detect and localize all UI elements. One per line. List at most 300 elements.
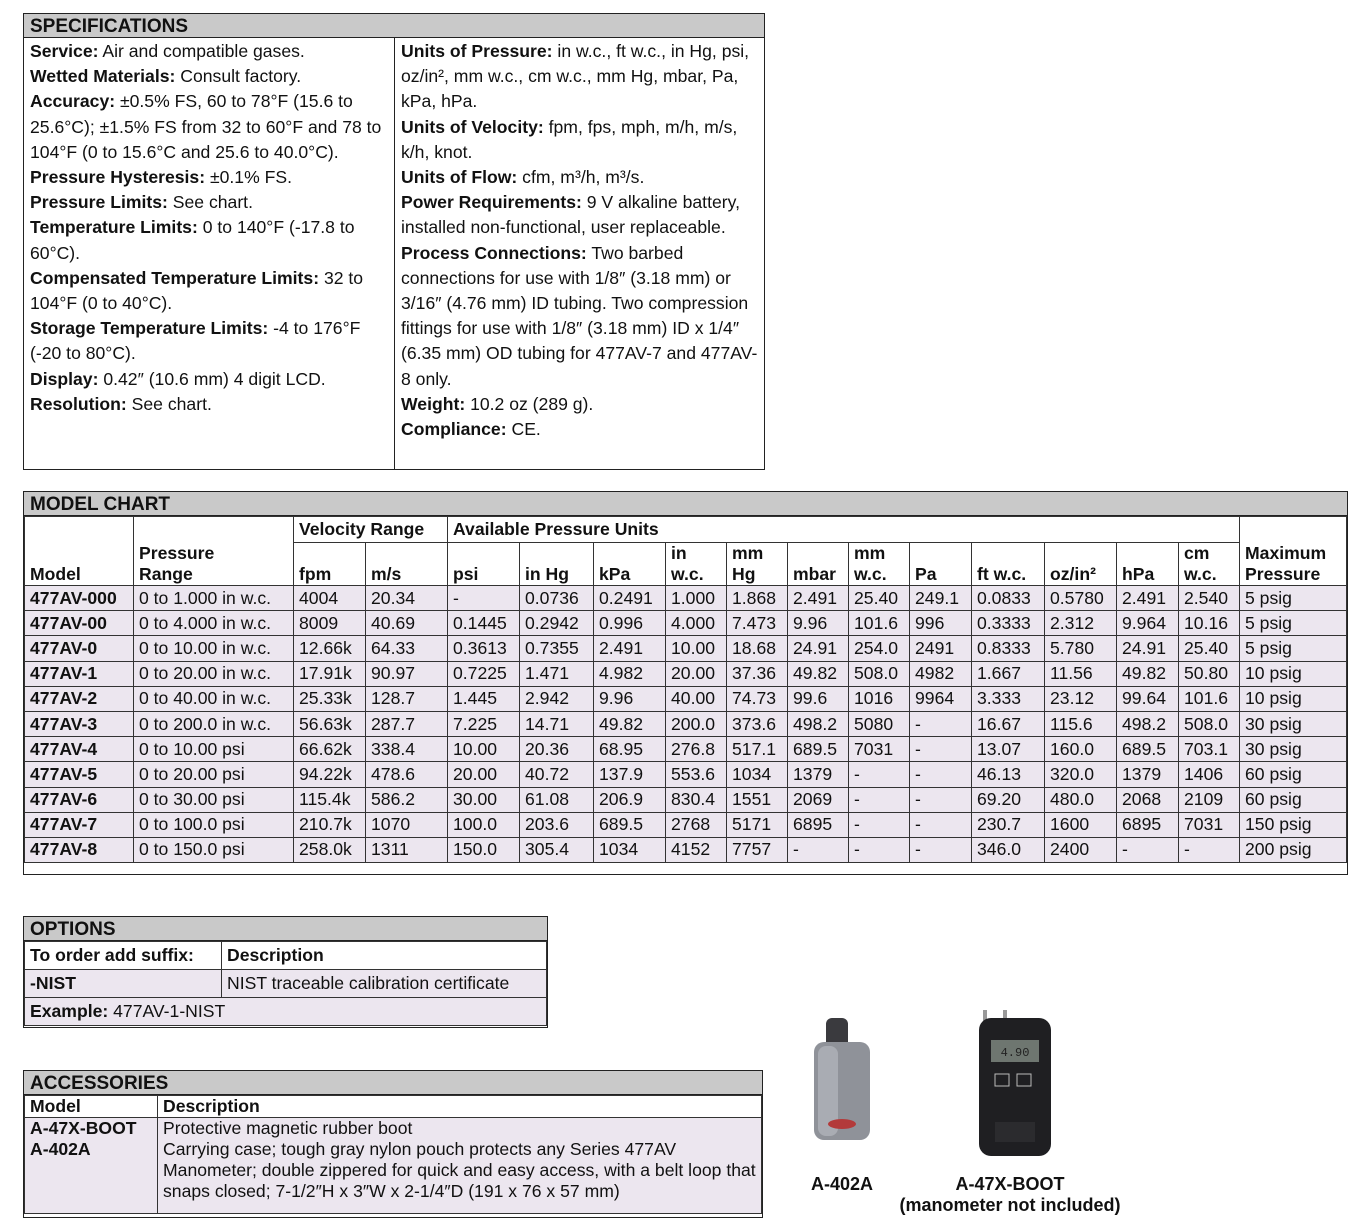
- accessories-panel: [23, 1070, 763, 1218]
- spec-label: Compensated Temperature Limits:: [30, 267, 320, 288]
- spec-label: Storage Temperature Limits:: [30, 318, 269, 339]
- table-cell: 210.7k: [294, 812, 366, 837]
- table-cell: 5 psig: [1240, 611, 1347, 636]
- table-cell: 2109: [1179, 787, 1240, 812]
- table-cell: 0.1445: [448, 611, 520, 636]
- table-cell: 0 to 20.00 psi: [134, 762, 294, 787]
- unit-header: kPa: [594, 543, 666, 586]
- table-cell: 2068: [1117, 787, 1179, 812]
- table-cell: 10.00: [448, 737, 520, 762]
- unit-header-line: Hg: [732, 564, 756, 584]
- table-cell: 69.20: [972, 787, 1045, 812]
- boot-caption-title: A-47X-BOOT: [955, 1174, 1065, 1194]
- model-cell: 477AV-1: [25, 661, 134, 686]
- accessories-description-header: Description: [158, 1096, 762, 1118]
- unit-header: [666, 543, 727, 586]
- table-cell: 100.0: [448, 812, 520, 837]
- spec-value: in w.c., ft w.c., in Hg, psi, oz/in², mm w.c., cm w.c., mm Hg, mbar, Pa, kPa, hPa.: [401, 41, 750, 112]
- table-cell: 66.62k: [294, 737, 366, 762]
- table-cell: 1.445: [448, 686, 520, 711]
- table-cell: 276.8: [666, 737, 727, 762]
- table-cell: -: [788, 837, 849, 862]
- spec-label: Accuracy:: [30, 91, 116, 112]
- specifications-left-column: [24, 38, 395, 469]
- table-cell: 20.00: [666, 661, 727, 686]
- table-cell: 150 psig: [1240, 812, 1347, 837]
- table-cell: 101.6: [1179, 686, 1240, 711]
- table-cell: 2.491: [594, 636, 666, 661]
- specifications-right-column: [395, 38, 764, 469]
- spec-value: 9 V alkaline battery, installed non-functional, user replaceable.: [401, 192, 740, 238]
- table-cell: 49.82: [594, 711, 666, 736]
- table-cell: 1551: [727, 787, 788, 812]
- model-cell: 477AV-3: [25, 711, 134, 736]
- table-cell: -: [849, 787, 910, 812]
- example-label: Example:: [30, 1001, 109, 1021]
- option-description: NIST traceable calibration certificate: [222, 970, 547, 998]
- table-row: [25, 837, 1347, 862]
- table-cell: 0.2942: [520, 611, 594, 636]
- spec-label: Wetted Materials:: [30, 66, 176, 87]
- left-spec-item: [30, 316, 388, 366]
- table-cell: 9.964: [1117, 611, 1179, 636]
- table-cell: 0.8333: [972, 636, 1045, 661]
- table-cell: 2.942: [520, 686, 594, 711]
- table-cell: 1.667: [972, 661, 1045, 686]
- table-cell: 160.0: [1045, 737, 1117, 762]
- table-cell: 74.73: [727, 686, 788, 711]
- table-cell: 0.7225: [448, 661, 520, 686]
- spec-label: Weight:: [401, 393, 466, 414]
- table-cell: 24.91: [788, 636, 849, 661]
- table-cell: 17.91k: [294, 661, 366, 686]
- left-spec-item: [30, 190, 388, 215]
- table-cell: 1.868: [727, 586, 788, 611]
- table-row: [25, 812, 1347, 837]
- case-logo: [828, 1119, 856, 1129]
- table-row: [25, 762, 1347, 787]
- table-cell: 0 to 100.0 psi: [134, 812, 294, 837]
- table-cell: 478.6: [366, 762, 448, 787]
- table-cell: 338.4: [366, 737, 448, 762]
- table-cell: 0 to 150.0 psi: [134, 837, 294, 862]
- table-cell: 10.16: [1179, 611, 1240, 636]
- table-cell: 5080: [849, 711, 910, 736]
- table-cell: 2400: [1045, 837, 1117, 862]
- table-cell: 1070: [366, 812, 448, 837]
- table-cell: -: [1179, 837, 1240, 862]
- table-cell: 346.0: [972, 837, 1045, 862]
- table-cell: -: [910, 737, 972, 762]
- accessories-table: [24, 1095, 762, 1214]
- accessory-desc-case: Carrying case; tough gray nylon pouch protects any Series 477AV Manometer; double zippered for quick and easy access, with a belt loop that snaps closed; 7-1/2″H x 3″W x 2-1/4″D (191 x 76 x 57 mm): [163, 1139, 756, 1201]
- table-cell: 25.33k: [294, 686, 366, 711]
- spec-value: 32 to 104°F (0 to 40°C).: [30, 267, 364, 314]
- model-cell: 477AV-8: [25, 837, 134, 862]
- table-cell: 2.540: [1179, 586, 1240, 611]
- table-cell: 1016: [849, 686, 910, 711]
- unit-header: m/s: [366, 543, 448, 586]
- model-chart-panel: [23, 491, 1348, 875]
- accessories-model-header: Model: [25, 1096, 158, 1118]
- table-cell: 90.97: [366, 661, 448, 686]
- spec-value: ±0.1% FS.: [205, 167, 292, 188]
- table-cell: 150.0: [448, 837, 520, 862]
- spec-value: Two barbed connections for use with 1/8″ (3.18 mm) or 3/16″ (4.76 mm) ID tubing. Two compression fittings for use with 1/8″ (3.18 mm) ID x 1/4″ (6.35 mm) OD tubing for 477AV-7 and 477AV-8 only.: [401, 242, 758, 389]
- table-cell: 115.6: [1045, 711, 1117, 736]
- table-cell: 230.7: [972, 812, 1045, 837]
- table-cell: 9.96: [788, 611, 849, 636]
- table-cell: 254.0: [849, 636, 910, 661]
- table-cell: 49.82: [1117, 661, 1179, 686]
- left-spec-item: [30, 165, 388, 190]
- table-cell: 20.36: [520, 737, 594, 762]
- table-cell: 13.07: [972, 737, 1045, 762]
- model-cell: 477AV-2: [25, 686, 134, 711]
- velocity-range-group: Velocity Range: [294, 517, 448, 543]
- table-cell: 200.0: [666, 711, 727, 736]
- spec-value: cfm, m³/h, m³/s.: [517, 167, 645, 188]
- table-cell: 258.0k: [294, 837, 366, 862]
- right-spec-item: [401, 115, 758, 165]
- model-chart-table: [24, 516, 1347, 863]
- table-cell: 46.13: [972, 762, 1045, 787]
- spec-label: Temperature Limits:: [30, 217, 198, 238]
- boot-label-plate: [995, 1122, 1035, 1142]
- left-spec-item: [30, 215, 388, 265]
- spec-label: Display:: [30, 368, 99, 389]
- right-spec-item: [401, 190, 758, 240]
- table-cell: 703.1: [1179, 737, 1240, 762]
- table-cell: 689.5: [594, 812, 666, 837]
- table-cell: 16.67: [972, 711, 1045, 736]
- table-cell: 287.7: [366, 711, 448, 736]
- table-cell: 25.40: [1179, 636, 1240, 661]
- table-cell: 128.7: [366, 686, 448, 711]
- table-cell: 68.95: [594, 737, 666, 762]
- table-cell: 99.6: [788, 686, 849, 711]
- table-row: [25, 611, 1347, 636]
- table-cell: 60 psig: [1240, 787, 1347, 812]
- table-row: [25, 686, 1347, 711]
- case-caption: A-402A: [810, 1174, 874, 1194]
- table-cell: 7031: [849, 737, 910, 762]
- table-cell: -: [849, 762, 910, 787]
- left-spec-item: [30, 39, 388, 64]
- table-cell: 249.1: [910, 586, 972, 611]
- table-cell: 18.68: [727, 636, 788, 661]
- table-cell: 10.00: [666, 636, 727, 661]
- table-cell: 0 to 200.0 in w.c.: [134, 711, 294, 736]
- table-cell: -: [910, 812, 972, 837]
- unit-header-line: mm: [854, 543, 886, 563]
- table-cell: 4.000: [666, 611, 727, 636]
- table-cell: 996: [910, 611, 972, 636]
- table-cell: 4004: [294, 586, 366, 611]
- unit-header: fpm: [294, 543, 366, 586]
- table-cell: 553.6: [666, 762, 727, 787]
- table-cell: 508.0: [849, 661, 910, 686]
- table-cell: -: [910, 787, 972, 812]
- accessories-title: ACCESSORIES: [24, 1071, 762, 1095]
- spec-value: 0 to 140°F (-17.8 to 60°C).: [30, 217, 355, 263]
- table-cell: -: [910, 837, 972, 862]
- option-suffix: -NIST: [25, 970, 222, 998]
- table-cell: 689.5: [1117, 737, 1179, 762]
- table-cell: 25.40: [849, 586, 910, 611]
- table-cell: 498.2: [788, 711, 849, 736]
- table-cell: 200 psig: [1240, 837, 1347, 862]
- spec-value: See chart.: [167, 192, 253, 213]
- table-cell: 0.2491: [594, 586, 666, 611]
- boot-lcd-readout: 4.90: [1000, 1046, 1030, 1060]
- right-spec-item: [401, 241, 758, 392]
- table-cell: 30 psig: [1240, 711, 1347, 736]
- table-cell: 40.72: [520, 762, 594, 787]
- table-cell: 0.3613: [448, 636, 520, 661]
- table-cell: 1311: [366, 837, 448, 862]
- table-cell: 7.225: [448, 711, 520, 736]
- accessory-desc-boot: Protective magnetic rubber boot: [163, 1118, 413, 1138]
- spec-value: Air and compatible gases.: [98, 41, 305, 61]
- table-cell: 12.66k: [294, 636, 366, 661]
- unit-header: [1179, 543, 1240, 586]
- options-panel: [23, 916, 548, 1028]
- table-cell: 49.82: [788, 661, 849, 686]
- table-cell: 0.996: [594, 611, 666, 636]
- spec-label: Pressure Limits:: [30, 192, 168, 213]
- spec-value: 10.2 oz (289 g).: [465, 393, 594, 414]
- left-spec-item: [30, 367, 388, 392]
- unit-header-line: w.c.: [854, 564, 887, 584]
- options-suffix-header: To order add suffix:: [25, 942, 222, 970]
- table-cell: 4.982: [594, 661, 666, 686]
- boot-caption-note: (manometer not included): [899, 1195, 1121, 1215]
- table-cell: 830.4: [666, 787, 727, 812]
- table-cell: 30 psig: [1240, 737, 1347, 762]
- unit-header: ft w.c.: [972, 543, 1045, 586]
- rubber-boot-image: [975, 1010, 1055, 1158]
- table-cell: 40.00: [666, 686, 727, 711]
- table-cell: 94.22k: [294, 762, 366, 787]
- unit-header: in Hg: [520, 543, 594, 586]
- table-row: [25, 661, 1347, 686]
- table-cell: 7031: [1179, 812, 1240, 837]
- spec-value: Consult factory.: [175, 66, 302, 87]
- table-cell: 305.4: [520, 837, 594, 862]
- spec-value: ±0.5% FS, 60 to 78°F (15.6 to 25.6°C); ±1.5% FS from 32 to 60°F and 78 to 104°F (0 to 15.6°C and 25.6 to 40.0°C).: [30, 91, 382, 162]
- table-cell: 1406: [1179, 762, 1240, 787]
- table-cell: 7757: [727, 837, 788, 862]
- model-chart-title: MODEL CHART: [24, 492, 1347, 516]
- table-cell: 6895: [1117, 812, 1179, 837]
- table-cell: 101.6: [849, 611, 910, 636]
- table-cell: 0 to 10.00 in w.c.: [134, 636, 294, 661]
- table-cell: 517.1: [727, 737, 788, 762]
- table-cell: -: [849, 837, 910, 862]
- col-pressure-range-header: Pressure Range: [134, 517, 294, 586]
- spec-value: fpm, fps, mph, m/h, m/s, k/h, knot.: [401, 116, 738, 162]
- unit-header-line: w.c.: [1184, 564, 1217, 584]
- table-cell: 320.0: [1045, 762, 1117, 787]
- spec-label: Compliance:: [401, 419, 507, 440]
- right-spec-item: [401, 39, 758, 115]
- table-cell: 0 to 4.000 in w.c.: [134, 611, 294, 636]
- table-cell: 0 to 10.00 psi: [134, 737, 294, 762]
- table-cell: 2069: [788, 787, 849, 812]
- col-max-pressure-header: Maximum Pressure: [1240, 517, 1347, 586]
- table-cell: 206.9: [594, 787, 666, 812]
- table-cell: 5171: [727, 812, 788, 837]
- table-cell: 1034: [594, 837, 666, 862]
- unit-header: [849, 543, 910, 586]
- table-cell: -: [1117, 837, 1179, 862]
- options-title: OPTIONS: [24, 917, 547, 941]
- table-cell: 115.4k: [294, 787, 366, 812]
- table-cell: 0.5780: [1045, 586, 1117, 611]
- table-row: [25, 737, 1347, 762]
- table-cell: 23.12: [1045, 686, 1117, 711]
- unit-header: Pa: [910, 543, 972, 586]
- unit-header-line: in: [671, 543, 687, 563]
- spec-value: -4 to 176°F (-20 to 80°C).: [30, 318, 361, 364]
- pressure-units-group: Available Pressure Units: [448, 517, 1240, 543]
- table-cell: 40.69: [366, 611, 448, 636]
- table-cell: 480.0: [1045, 787, 1117, 812]
- table-cell: 0 to 1.000 in w.c.: [134, 586, 294, 611]
- table-cell: 0.0833: [972, 586, 1045, 611]
- unit-header-line: cm: [1184, 543, 1210, 563]
- boot-caption: [888, 1174, 1132, 1216]
- spec-value: See chart.: [126, 393, 212, 414]
- table-cell: 2.491: [1117, 586, 1179, 611]
- unit-header: oz/in²: [1045, 543, 1117, 586]
- spec-label: Units of Pressure:: [401, 41, 553, 61]
- table-cell: 689.5: [788, 737, 849, 762]
- table-cell: 4152: [666, 837, 727, 862]
- spec-value: 0.42″ (10.6 mm) 4 digit LCD.: [98, 368, 326, 389]
- table-cell: 9964: [910, 686, 972, 711]
- table-cell: 50.80: [1179, 661, 1240, 686]
- table-cell: 3.333: [972, 686, 1045, 711]
- unit-header: mbar: [788, 543, 849, 586]
- carrying-case-image: [808, 1016, 878, 1146]
- table-cell: 24.91: [1117, 636, 1179, 661]
- table-cell: 2768: [666, 812, 727, 837]
- table-row: [25, 787, 1347, 812]
- right-spec-item: [401, 392, 758, 417]
- spec-label: Process Connections:: [401, 242, 587, 263]
- table-cell: 0.3333: [972, 611, 1045, 636]
- example-value: 477AV-1-NIST: [108, 1001, 226, 1021]
- table-cell: 20.34: [366, 586, 448, 611]
- table-cell: -: [448, 586, 520, 611]
- table-cell: 1379: [1117, 762, 1179, 787]
- table-cell: 10 psig: [1240, 661, 1347, 686]
- col-model-header: Model: [25, 517, 134, 586]
- table-row: [25, 586, 1347, 611]
- table-cell: 0.7355: [520, 636, 594, 661]
- spec-label: Units of Flow:: [401, 167, 518, 188]
- table-cell: 203.6: [520, 812, 594, 837]
- table-row: [25, 636, 1347, 661]
- model-cell: 477AV-5: [25, 762, 134, 787]
- unit-header: hPa: [1117, 543, 1179, 586]
- specifications-title: SPECIFICATIONS: [24, 14, 764, 38]
- left-spec-item: [30, 89, 388, 165]
- spec-value: CE.: [506, 419, 541, 440]
- table-cell: -: [910, 711, 972, 736]
- model-cell: 477AV-4: [25, 737, 134, 762]
- spec-label: Service:: [30, 41, 99, 61]
- model-cell: 477AV-000: [25, 586, 134, 611]
- model-cell: 477AV-6: [25, 787, 134, 812]
- table-cell: 0 to 40.00 in w.c.: [134, 686, 294, 711]
- accessory-model-case: A-402A: [30, 1139, 91, 1159]
- table-cell: 5.780: [1045, 636, 1117, 661]
- table-cell: 5 psig: [1240, 586, 1347, 611]
- table-cell: 5 psig: [1240, 636, 1347, 661]
- table-cell: -: [910, 762, 972, 787]
- table-cell: 8009: [294, 611, 366, 636]
- table-cell: 6895: [788, 812, 849, 837]
- spec-label: Power Requirements:: [401, 192, 582, 213]
- table-cell: 14.71: [520, 711, 594, 736]
- right-spec-item: [401, 165, 758, 190]
- table-row: [25, 711, 1347, 736]
- table-cell: 60 psig: [1240, 762, 1347, 787]
- table-cell: 1600: [1045, 812, 1117, 837]
- right-spec-item: [401, 417, 758, 442]
- model-cell: 477AV-7: [25, 812, 134, 837]
- left-spec-item: [30, 64, 388, 89]
- table-cell: 7.473: [727, 611, 788, 636]
- table-cell: 1379: [788, 762, 849, 787]
- table-cell: 99.64: [1117, 686, 1179, 711]
- table-cell: 4982: [910, 661, 972, 686]
- table-cell: 20.00: [448, 762, 520, 787]
- unit-header-line: mm: [732, 543, 764, 563]
- accessory-model-boot: A-47X-BOOT: [30, 1118, 137, 1138]
- table-cell: 0.0736: [520, 586, 594, 611]
- table-cell: 586.2: [366, 787, 448, 812]
- unit-header-line: w.c.: [671, 564, 704, 584]
- table-cell: 2.491: [788, 586, 849, 611]
- model-cell: 477AV-0: [25, 636, 134, 661]
- table-cell: 64.33: [366, 636, 448, 661]
- spec-label: Resolution:: [30, 393, 127, 414]
- table-cell: 2.312: [1045, 611, 1117, 636]
- table-cell: 1.000: [666, 586, 727, 611]
- table-cell: 2491: [910, 636, 972, 661]
- options-description-header: Description: [222, 942, 547, 970]
- spec-label: Units of Velocity:: [401, 116, 544, 137]
- table-cell: 30.00: [448, 787, 520, 812]
- accessory-models: [25, 1118, 158, 1214]
- unit-header: psi: [448, 543, 520, 586]
- left-spec-item: [30, 266, 388, 316]
- table-cell: 61.08: [520, 787, 594, 812]
- options-example: [25, 998, 547, 1026]
- table-cell: 1.471: [520, 661, 594, 686]
- table-cell: 137.9: [594, 762, 666, 787]
- model-cell: 477AV-00: [25, 611, 134, 636]
- table-cell: 0 to 30.00 psi: [134, 787, 294, 812]
- table-cell: 37.36: [727, 661, 788, 686]
- table-cell: 1034: [727, 762, 788, 787]
- table-cell: 56.63k: [294, 711, 366, 736]
- table-cell: 508.0: [1179, 711, 1240, 736]
